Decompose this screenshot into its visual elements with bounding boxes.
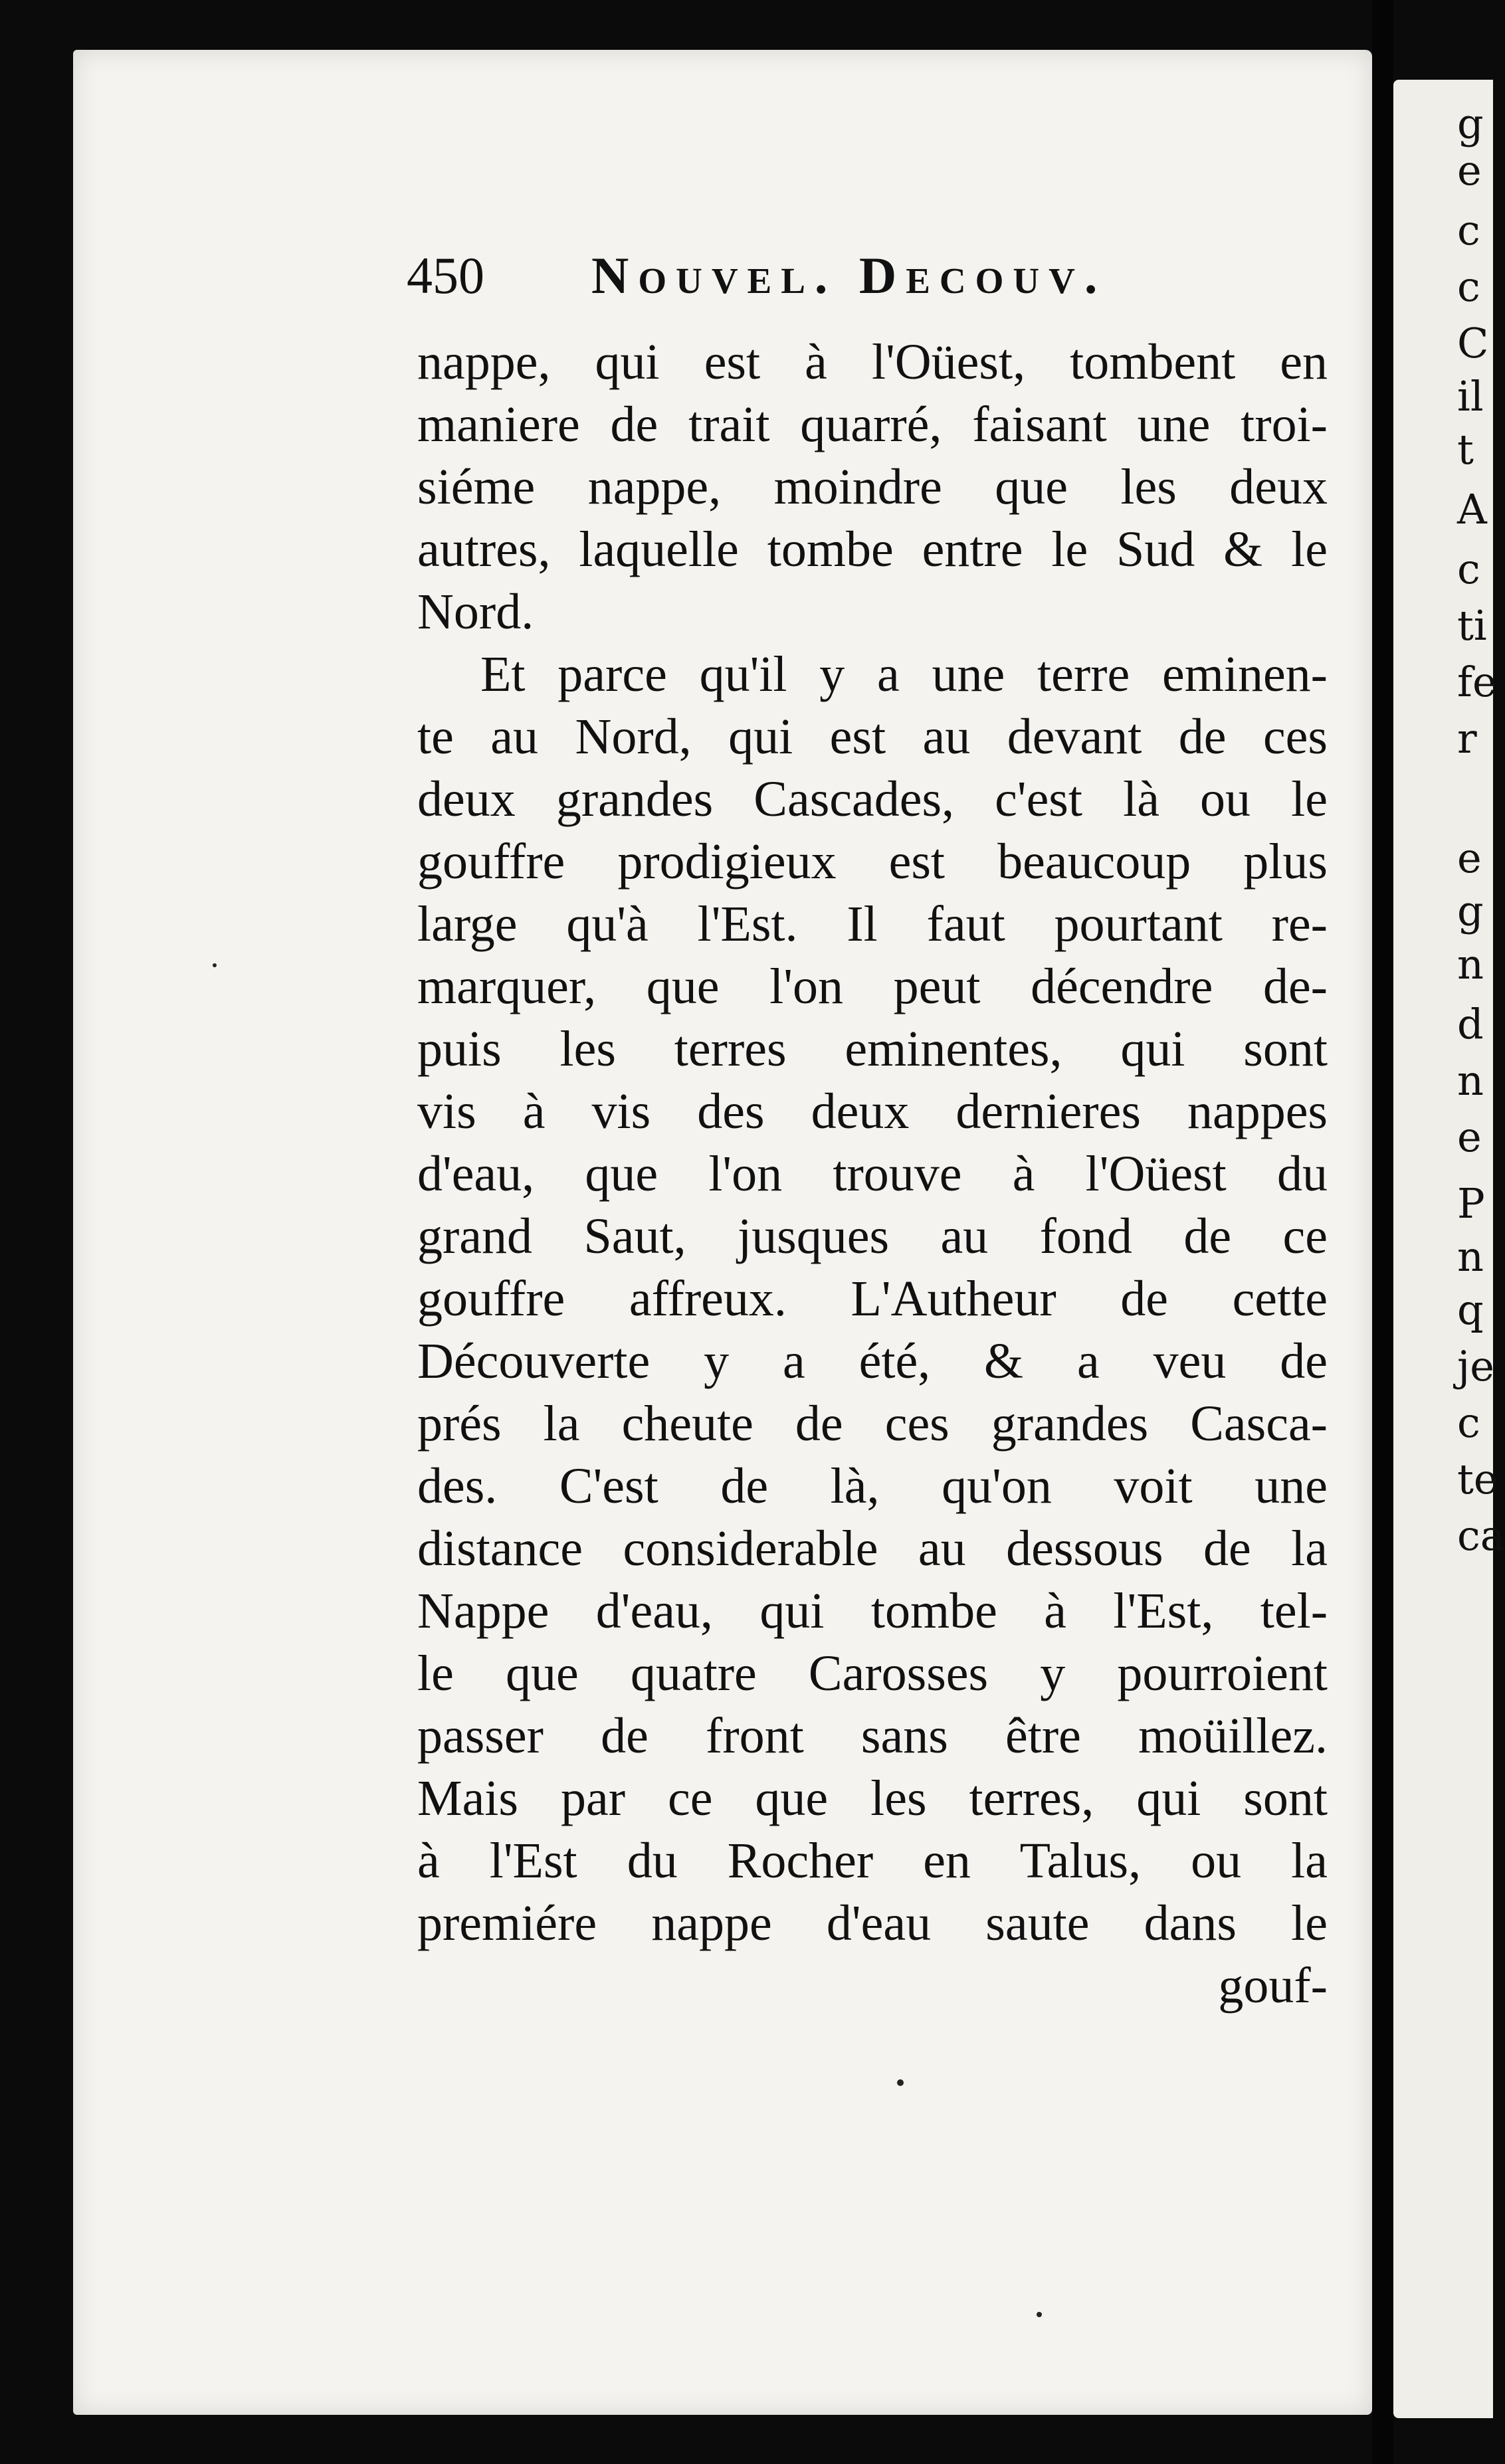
page-header	[407, 246, 1317, 319]
ink-speck	[1037, 2312, 1042, 2317]
text-line: d'eau, que l'on trouve à l'Oüest du	[417, 1146, 1328, 1202]
text-line: maniere de trait quarré, faisant une troi-	[417, 397, 1328, 452]
facing-page-fragment: c	[1457, 1398, 1480, 1447]
text-line: passer de front sans être moüillez.	[417, 1708, 1328, 1764]
text-line: te au Nord, qui est au devant de ces	[417, 709, 1328, 765]
text-line: large qu'à l'Est. Il faut pourtant re-	[417, 896, 1328, 952]
facing-page-fragment: e	[1457, 1113, 1482, 1161]
text-line: gouffre prodigieux est beaucoup plus	[417, 834, 1328, 890]
text-line: Découverte y a été, & a veu de	[417, 1333, 1328, 1389]
catchword: gouf-	[1218, 1958, 1328, 2014]
facing-page-fragment: C	[1457, 319, 1489, 367]
text-line: grand Saut, jusques au fond de ce	[417, 1208, 1328, 1264]
facing-page-fragment: c	[1457, 206, 1480, 254]
text-line: premiére nappe d'eau saute dans le	[417, 1895, 1328, 1951]
text-line: marquer, que l'on peut décendre de-	[417, 959, 1328, 1014]
page-gutter	[1372, 0, 1393, 2464]
facing-page-fragment: t	[1457, 425, 1474, 474]
facing-page-fragment: ti	[1457, 601, 1487, 650]
facing-page-fragment: A	[1457, 485, 1487, 533]
facing-page-fragment: c	[1457, 545, 1480, 593]
running-title: Nouvel. Decouv.	[591, 246, 1107, 304]
text-line: Et parce qu'il y a une terre eminen-	[480, 646, 1328, 702]
facing-page-fragment: g	[1457, 887, 1484, 935]
facing-page-fragment: je	[1457, 1342, 1494, 1390]
text-line: Nord.	[417, 584, 534, 640]
text-line: distance considerable au dessous de la	[417, 1521, 1328, 1576]
text-line: autres, laquelle tombe entre le Sud & le	[417, 521, 1328, 577]
facing-page-fragment: ca	[1457, 1511, 1505, 1560]
ink-speck	[213, 963, 217, 967]
facing-page-fragment: n	[1457, 1056, 1484, 1105]
facing-page-fragment: e	[1457, 834, 1482, 882]
facing-page-fragment: fe	[1457, 658, 1497, 706]
facing-page-fragment: g	[1457, 100, 1484, 148]
text-line: vis à vis des deux dernieres nappes	[417, 1084, 1328, 1139]
body-text	[417, 331, 1328, 2017]
ink-speck	[897, 2079, 904, 2086]
text-line: deux grandes Cascades, c'est là ou le	[417, 771, 1328, 827]
page-number: 450	[407, 246, 484, 304]
text-line: gouffre affreux. L'Autheur de cette	[417, 1271, 1328, 1327]
text-line: Mais par ce que les terres, qui sont	[417, 1770, 1328, 1826]
text-line: siéme nappe, moindre que les deux	[417, 459, 1328, 515]
facing-page-edge	[1393, 80, 1505, 2418]
text-line: des. C'est de là, qu'on voit une	[417, 1458, 1328, 1514]
text-line: nappe, qui est à l'Oüest, tombent en	[417, 334, 1328, 390]
facing-page-fragment: c	[1457, 262, 1480, 311]
facing-page-fragment: n	[1457, 940, 1484, 989]
facing-page-fragment: n	[1457, 1232, 1484, 1281]
text-line: Nappe d'eau, qui tombe à l'Est, tel-	[417, 1583, 1328, 1639]
facing-page-fragment: e	[1457, 146, 1482, 195]
text-line: prés la cheute de ces grandes Casca-	[417, 1396, 1328, 1452]
facing-page-fragment: P	[1457, 1179, 1485, 1228]
facing-page-fragment: il	[1457, 372, 1484, 421]
text-line: le que quatre Carosses y pourroient	[417, 1646, 1328, 1701]
facing-page-fragment: q	[1457, 1285, 1484, 1334]
text-line: à l'Est du Rocher en Talus, ou la	[417, 1833, 1328, 1889]
text-line: puis les terres eminentes, qui sont	[417, 1021, 1328, 1077]
facing-page-fragment: r	[1457, 714, 1477, 763]
facing-page-fragment: te	[1457, 1455, 1498, 1503]
facing-page-fragment: d	[1457, 1000, 1484, 1048]
